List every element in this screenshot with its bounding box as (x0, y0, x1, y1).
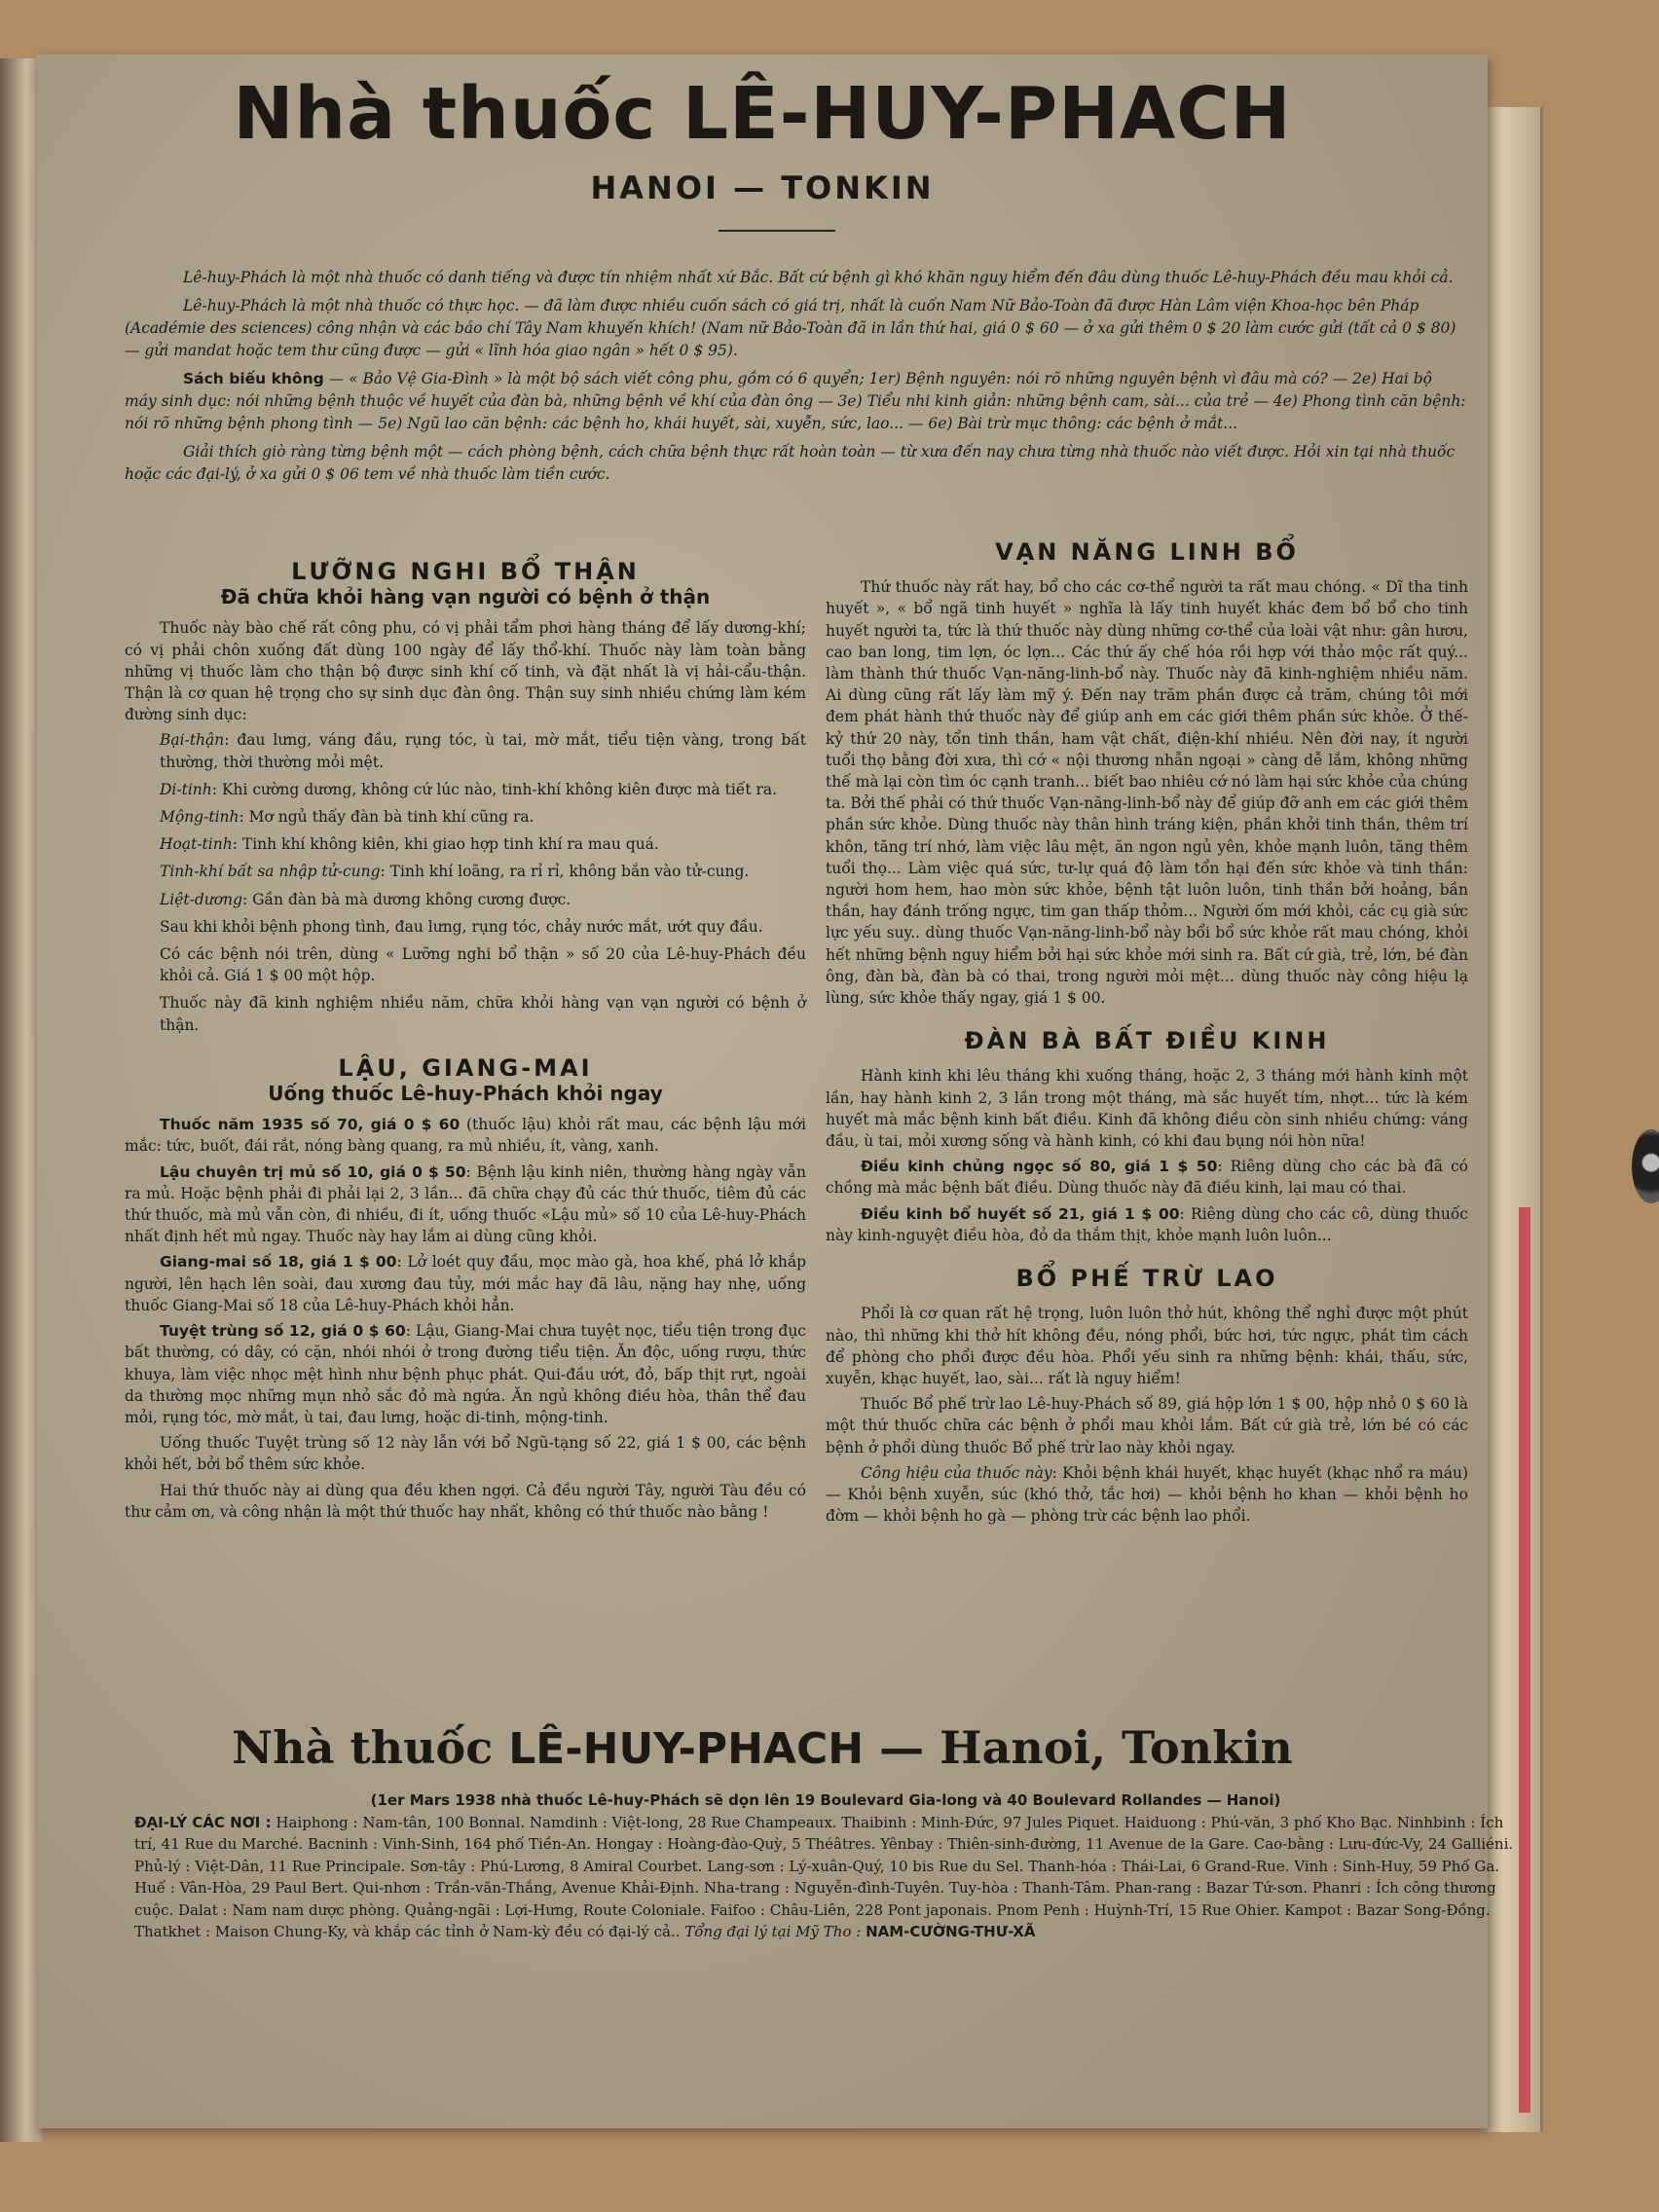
section-title-van-nang: VẠN NĂNG LINH BỔ (995, 538, 1299, 566)
intro-paragraph: Lê-huy-Phách là một nhà thuốc có thực học. — đã làm được nhiều cuốn sách có giá trị, nhất là cuốn Nam Nữ Bảo-Toàn đã được Hàn Lâm viện Khoa-học bên Pháp (Académie des sciences) công nhận và các báo chí Tây Nam khuyến khích! (Nam nữ Bảo-Toàn đã in lần thứ hai, giá 0 $ 60 — ở xa gửi thêm 0 $ 20 làm cước gửi (tất cả 0 $ 80) — gửi mandat hoặc tem thư cũng được — gửi « lĩnh hóa giao ngân » hết 0 $ 95). (125, 297, 1456, 359)
product-paragraph: Điều kinh bổ huyết số 21, giá 1 $ 00: Riêng dùng cho các cô, dùng thuốc này kinh-nguyệt điều hòa, đỏ da thắm thịt, khỏe mạnh luôn luôn... (826, 1204, 1468, 1244)
section-paragraph: Thứ thuốc này rất hay, bổ cho các cơ-thể người ta rất mau chóng. « Dĩ tha tinh huyết », « bổ ngã tinh huyết » nghĩa là lấy tinh huyết khác đem bổ bổ cho tinh huyết người ta, tức là thứ thuốc này dùng những cơ-thể của loài vật như: gân hươu, cao ban long, tim lợn, óc lợn... Các thứ ấy chế hóa rồi hợp với thảo mộc rất quý... làm thành thứ thuốc Vạn-năng-linh-bổ này. Thuốc này đã kinh-nghiệm nhiều năm. Ai dùng cũng rất lấy làm mỹ ý. Đến nay trăm phần được cả trăm, chúng tôi mới đem phát hành thứ thuốc này để giúp anh em các giới thêm phần sức khỏe. Ở thế-kỷ thứ 20 này, tổn tinh thần, ham vật chất, điện-khí nhiều. Nên đời nay, ít người tuổi thọ bằng đời xưa, thì cớ « nội thương nhẫn ngoại » càng dễ lắm, không những thế mà lại còn tìm óc cạnh tranh... biết bao nhiêu cớ nó làm hại sức khỏe của chúng ta. Bởi thế phải có thứ thuốc Vạn-năng-linh-bổ này để giúp đỡ anh em các giới thêm phần sức khỏe. Dùng thuốc này thân hình tráng kiện, phần khởi tinh thần, thêm trí khôn, tăng trí nhớ, làm việc lâu mệt, ăn ngon ngủ yên, khỏe mạnh luôn, tăng thêm tuổi thọ... Làm việc quá sức, tư-lự quá độ làm tổn hại đến sức khỏe và tinh thần: người hom hem, hao mòn sức khỏe, bệnh tật luôn luôn, tinh thần bởi hoảng, bần thần, hay đánh trống ngực, tim gan thấp thỏm... Người ốm mới khỏi, các cụ già sức lực yếu suy.. dùng thuốc Vạn-năng-linh-bổ này bổi bổ sức khỏe rất mau chóng, khỏi hết những bệnh nguy hiểm bởi hại sức khỏe mới sinh ra. Bất cứ già, trẻ, lớn, bé đàn ông, đàn bà, đàn bà có thai, trong người mỏi mệt... dùng thuốc này công hiệu lạ lùng, sức khỏe thấy ngay, giá 1 $ 00. (826, 578, 1468, 1008)
intro-paragraph: Sách biếu không — « Bảo Vệ Gia-Đình » là một bộ sách viết công phu, gồm có 6 quyển; 1er) Bệnh nguyên: nói rõ những nguyên bệnh vì đâu mà có? — 2e) Hai bộ máy sinh dục: nói những bệnh thuộc về huyết của đàn bà, những bệnh về khí của đàn ông — 3e) Tiểu nhi kinh giản: những bệnh cam, sài... của trẻ — 4e) Phong tình căn bệnh: nói rõ những bệnh phong tình — 5e) Ngũ lao căn bệnh: các bệnh ho, khái huyết, sài, xuyễn, sức, lao... — 6e) Bài trừ mục thông: các bệnh ở mắt... (125, 370, 1466, 432)
section-paragraph: Có các bệnh nói trên, dùng « Lưỡng nghi bổ thận » số 20 của Lê-huy-Phách đều khỏi cả. Giá 1 $ 00 một hộp. (160, 945, 806, 985)
section-title-bo-phe: BỔ PHẾ TRỪ LAO (1015, 1265, 1278, 1293)
title-rule (719, 230, 835, 232)
product-paragraph: Điều kinh chủng ngọc số 80, giá 1 $ 50: Riêng dùng cho các bà đã có chồng mà mắc bệnh bất điều. Dùng thuốc này đã điều kinh, lại mau có thai. (826, 1158, 1468, 1198)
table-knob (1632, 1129, 1659, 1203)
section-paragraph: Thuốc này đã kinh nghiệm nhiều năm, chữa khỏi hàng vạn vạn người có bệnh ở thận. (160, 994, 806, 1034)
page-title: Nhà thuốc LÊ-HUY-PHACH (233, 72, 1292, 156)
intro-paragraph: Lê-huy-Phách là một nhà thuốc có danh tiếng và được tín nhiệm nhất xứ Bắc. Bất cứ bệnh gì khó khăn nguy hiểm đến đâu dùng thuốc Lê-huy-Phách đều mau khỏi cả. (183, 269, 1454, 286)
bottom-title: Nhà thuốc LÊ-HUY-PHACH — Hanoi, Tonkin (232, 1721, 1293, 1774)
agents-list (134, 1812, 1517, 1943)
page-subtitle: HANOI — TONKIN (590, 169, 935, 206)
agents-label: ĐẠI-LÝ CÁC NƠI : (134, 1813, 272, 1831)
section-subtitle: Uống thuốc Lê-huy-Phách khỏi ngay (268, 1082, 663, 1106)
section-subtitle: Đã chữa khỏi hàng vạn người có bệnh ở thận (220, 585, 711, 609)
section-paragraph: Sau khi khỏi bệnh phong tình, đau lưng, rụng tóc, chảy nước mắt, ướt quy đầu. (160, 917, 763, 936)
symptom-item: Liệt-dương: Gần đàn bà mà dương không cương được. (160, 890, 571, 908)
symptom-item: Di-tinh: Khi cường dương, không cứ lúc nào, tinh-khí không kiên được mà tiết ra. (160, 780, 778, 798)
symptom-item: Bại-thận: đau lưng, váng đầu, rụng tóc, ù tai, mờ mắt, tiểu tiện vàng, trong bất thường, thời thường mỏi mệt. (160, 731, 806, 771)
advertisement-page (37, 55, 1514, 2128)
section-paragraph: Thuốc Bổ phế trừ lao Lê-huy-Phách số 89, giá hộp lớn 1 $ 00, hộp nhỏ 0 $ 60 là một thứ thuốc chữa các bệnh ở phổi mau khỏi lắm. Bất cứ già trẻ, lớn bé có các bệnh ở phổi dùng thuốc Bổ phế trừ lao này khỏi ngay. (826, 1395, 1468, 1456)
moving-notice: (1er Mars 1938 nhà thuốc Lê-huy-Phách sẽ dọn lên 19 Boulevard Gia-long và 40 Boulevard Rollandes — Hanoi) (370, 1791, 1281, 1809)
section-paragraph: Công hiệu của thuốc này: Khỏi bệnh khái huyết, khạc huyết (khạc nhổ ra máu) — Khỏi bệnh xuyễn, súc (khó thở, tắc hơi) — khỏi bệnh ho khan — khỏi bệnh ho đờm — khỏi bệnh ho gà — phòng trừ các bệnh lao phổi. (826, 1463, 1468, 1526)
section-paragraph: Uống thuốc Tuyệt trùng số 12 này lẫn với bổ Ngũ-tạng số 22, giá 1 $ 00, các bệnh khỏi hết, bởi bổ thêm sức khỏe. (125, 1434, 806, 1474)
product-paragraph: Tuyệt trùng số 12, giá 0 $ 60: Lậu, Giang-Mai chưa tuyệt nọc, tiểu tiện trong đục bất thường, có dây, có cặn, nhói nhói ở trong đường tiểu tiện. Ăn độc, uống rượu, thức khuya, làm việc nhọc mệt hình như bệnh phục phát. Qui-đầu ướt, đỏ, bấp thịt rựt, ngoài da thường mọc những mụn nhỏ sắc đỏ mà ngứa. Ăn ngủ không điều hòa, thân thể đau mỏi, rụng tóc, mờ mắt, ù tai, đau lưng, hoặc di-tinh, mộng-tinh. (125, 1322, 806, 1426)
left-column (125, 558, 806, 1527)
right-column (826, 538, 1468, 1530)
general-agent-label: Tổng đại lý tại Mỹ Tho : (684, 1923, 862, 1940)
free-book-label: Sách biếu không (183, 370, 324, 387)
section-paragraph: Phổi là cơ quan rất hệ trọng, luôn luôn thở hút, không thể nghỉ được một phút nào, thì những khi thở hít không đều, nóng phổi, bức hơi, tức ngực, phát tìm cách để phòng cho phổi được đều hòa. Phổi yếu sinh ra những bệnh: khái, thấu, sức, xuyễn, khạc huyết, lao, sài... rất là nguy hiểm! (826, 1305, 1468, 1387)
section-title-lau-giang-mai: LẬU, GIANG-MAI (338, 1053, 593, 1082)
product-paragraph: Lậu chuyên trị mủ số 10, giá 0 $ 50: Bệnh lậu kinh niên, thường hàng ngày vẫn ra mủ. Hoặc bệnh phải đi phải lại 2, 3 lần... đã chữa chạy đủ các thứ thuốc, tiêm đủ các thứ thuốc, mà mủ vẫn còn, đi nhiều, đi ít, uống thuốc «Lậu mủ» số 10 của Lê-huy-Phách nhất định hết mủ ngay. Thuốc này hay lắm ai dùng cũng khỏi. (125, 1162, 806, 1246)
product-paragraph: Thuốc năm 1935 số 70, giá 0 $ 60 (thuốc lậu) khỏi rất mau, các bệnh lậu mới mắc: tức, buốt, đái rắt, nóng bàng quang, ra mủ nhiều, ít, vàng, xanh. (125, 1116, 806, 1156)
section-paragraph: Hai thứ thuốc này ai dùng qua đều khen ngợi. Cả đều người Tây, người Tàu đều có thư cảm ơn, và công nhận là một thứ thuốc hay nhất, không có thứ thuốc nào bằng ! (125, 1481, 806, 1521)
intro-paragraph: Giải thích giò ràng từng bệnh một — cách phòng bệnh, cách chữa bệnh thực rất hoàn toàn — từ xưa đến nay chưa từng nhà thuốc nào viết được. Hỏi xin tại nhà thuốc hoặc các đại-lý, ở xa gửi 0 $ 06 tem về nhà thuốc làm tiền cước. (125, 443, 1456, 483)
red-page-edge (1519, 1207, 1530, 2113)
section-paragraph: Hành kinh khi lêu tháng khi xuống tháng, hoặc 2, 3 tháng mới hành kinh một lần, hay hành kinh 2, 3 lần trong một tháng, mà sắc huyết tím, nhợt... tức là kém huyết mà mắc bệnh kinh bất điều. Kinh đã không điều còn sinh nhiều chứng: váng đầu, ù tai, mỏi xương sống và hành kinh, có khi đau bụng nói hòn nữa! (826, 1067, 1468, 1151)
symptom-item: Mộng-tinh: Mơ ngủ thấy đàn bà tinh khí cũng ra. (160, 808, 535, 827)
symptom-item: Tinh-khí bất sa nhập tử-cung: Tinh khí loãng, ra rỉ rỉ, không bắn vào tử-cung. (160, 863, 750, 881)
product-paragraph: Giang-mai số 18, giá 1 $ 00: Lở loét quy đầu, mọc mào gà, hoa khế, phá lở khắp người, lên hạch lên soài, đau xương đau tủy, mới mắc hay đã lâu, nặng hay nhẹ, uống thuốc Giang-Mai số 18 của Lê-huy-Phách khỏi hẳn. (125, 1253, 806, 1314)
section-title-dan-ba: ĐÀN BÀ BẤT ĐIỀU KINH (964, 1027, 1330, 1055)
agents-text: Haiphong : Nam-tân, 100 Bonnal. Namdinh : Việt-long, 28 Rue Champeaux. Thaibinh : Minh-Đức, 97 Jules Piquet. Haiduong : Phú-văn, 3 phố Kho Bạc. Ninhbinh : Ích trí, 41 Rue du Marché. Bacninh : Vinh-Sinh, 164 phố Tiền-An. Hongay : Hoàng-đào-Quỳ, 5 Théâtres. Yênbay : Thiên-sinh-đường, 11 Avenue de la Gare. Cao-bằng : Lưu-đức-Vy, 24 Galliéni. Phủ-lý : Việt-Dân, 11 Rue Principale. Sơn-tây : Phú-Lương, 8 Amiral Courbet. Lang-sơn : Lý-xuân-Quý, 10 bis Rue du Sel. Thanh-hóa : Thái-Lai, 6 Grand-Rue. Vinh : Sinh-Huy, 59 Phố Ga. Huế : Vân-Hòa, 29 Paul Bert. Qui-nhơn : Trần-văn-Thắng, Avenue Khải-Định. Nha-trang : Nguyễn-đình-Tuyên. Tuy-hòa : Thanh-Tâm. Phan-rang : Bazar Tứ-sơn. Phanri : Ích công thương cuộc. Dalat : Nam nam dược phòng. Quảng-ngãi : Lợi-Hưng, Route Coloniale. Faifoo : Châu-Liên, 228 Pont japonais. Pnom Penh : Huỳnh-Trí, 15 Rue Ohier. Kampot : Bazar Song-Đồng. Thatkhet : Maison Chung-Ky, và khắp các tỉnh ở Nam-kỳ đều có đại-lý cả.. (134, 1813, 1514, 1940)
section-title-luong-nghi: LƯỠNG NGHI BỔ THẬN (291, 558, 640, 585)
agents-footer (134, 1789, 1517, 1943)
symptom-item: Hoạt-tinh: Tinh khí không kiên, khi giao hợp tinh khí ra mau quá. (160, 835, 659, 854)
intro-block (125, 267, 1468, 492)
section-paragraph: Thuốc này bào chế rất công phu, có vị phải tẩm phơi hàng tháng để lấy dương-khí; có vị phải chôn xuống đất dùng 100 ngày để lấy thổ-khí. Thuốc này làm toàn bằng những vị thuốc làm cho thận bộ được sinh khí cố tinh, và đặt nhất là vị hải-cẩu-thận. Thận là cơ quan hệ trọng cho sự sinh dục đàn ông. Thận suy sinh nhiều chứng làm kém đường sinh dục: (125, 619, 806, 724)
general-agent: NAM-CƯỜNG-THƯ-XÃ (866, 1923, 1036, 1940)
